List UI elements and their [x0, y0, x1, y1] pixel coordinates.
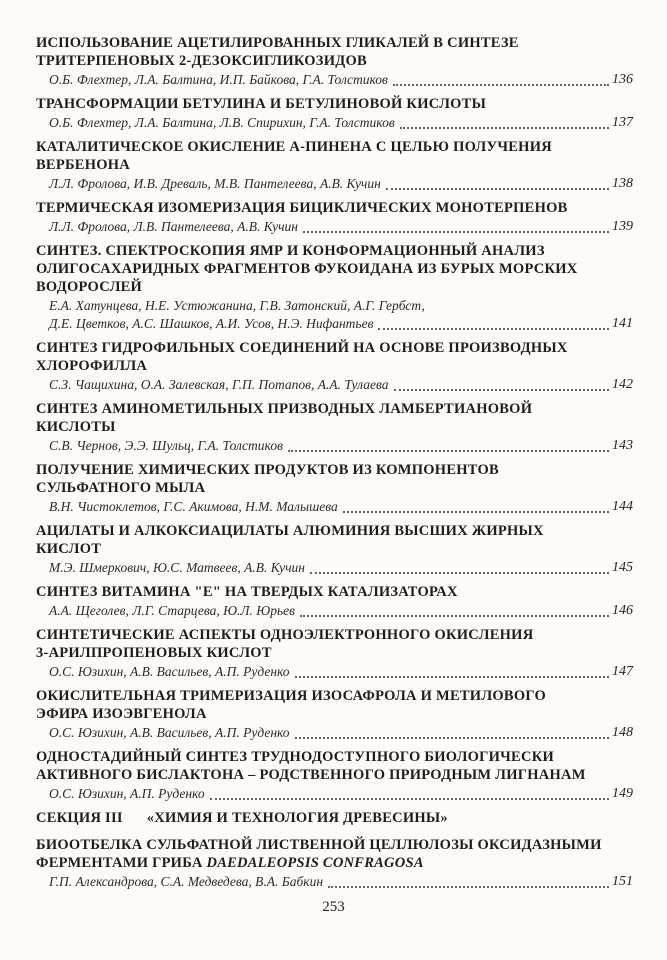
dot-leader	[386, 188, 609, 190]
entry-authors	[36, 71, 633, 89]
entry-page-number: 146	[612, 603, 633, 618]
dot-leader	[394, 389, 610, 391]
entry-title-line: ИСПОЛЬЗОВАНИЕ АЦЕТИЛИРОВАННЫХ ГЛИКАЛЕЙ В СИНТЕЗЕ	[36, 35, 519, 51]
entry-authors	[36, 376, 633, 394]
entry-title	[36, 339, 633, 375]
authors-names: Д.Е. Цветков, А.С. Шашков, А.И. Усов, Н.Э. Нифантьев	[49, 316, 374, 331]
entry-page-number: 151	[612, 874, 633, 889]
entry-authors	[36, 175, 633, 193]
entry-title	[36, 138, 633, 174]
section-label: СЕКЦИЯ III	[36, 810, 123, 826]
entry-page-number: 144	[612, 499, 633, 514]
entry-page-number: 139	[612, 219, 633, 234]
entry-page-number: 148	[612, 725, 633, 740]
entry-title	[36, 522, 633, 558]
entry-title	[36, 748, 633, 784]
toc-entry	[36, 626, 633, 681]
dot-leader	[310, 572, 609, 574]
authors-row	[36, 437, 633, 455]
entry-title	[36, 687, 633, 723]
entry-title-text: ФЕРМЕНТАМИ ГРИБА	[36, 855, 207, 871]
entry-title-line: ТЕРМИЧЕСКАЯ ИЗОМЕРИЗАЦИЯ БИЦИКЛИЧЕСКИХ МОНОТЕРПЕНОВ	[36, 200, 568, 216]
entry-authors	[36, 724, 633, 742]
authors-row	[36, 218, 633, 236]
authors-row	[36, 663, 633, 681]
entry-title	[36, 836, 633, 872]
dot-leader	[343, 511, 609, 513]
entry-page-number: 141	[612, 316, 633, 331]
dot-leader	[288, 450, 609, 452]
toc-entry	[36, 836, 633, 891]
entry-title	[36, 461, 633, 497]
entry-title-line: СИНТЕТИЧЕСКИЕ АСПЕКТЫ ОДНОЭЛЕКТРОННОГО ОКИСЛЕНИЯ	[36, 627, 534, 643]
toc-entry	[36, 522, 633, 577]
entry-title-line: ОЛИГОСАХАРИДНЫХ ФРАГМЕНТОВ ФУКОИДАНА ИЗ БУРЫХ МОРСКИХ	[36, 261, 578, 277]
authors-row	[36, 602, 633, 620]
entry-page-number: 145	[612, 560, 633, 575]
authors-names: О.С. Юзихин, А.П. Руденко	[49, 786, 205, 801]
authors-row	[36, 71, 633, 89]
entry-title	[36, 626, 633, 662]
authors-names: С.З. Чащихина, О.А. Залевская, Г.П. Потапов, А.А. Тулаева	[49, 377, 389, 392]
entry-title-line: ОДНОСТАДИЙНЫЙ СИНТЕЗ ТРУДНОДОСТУПНОГО БИОЛОГИЧЕСКИ	[36, 749, 554, 765]
entry-title	[36, 400, 633, 436]
authors-row	[36, 114, 633, 132]
authors-row	[36, 724, 633, 742]
entry-title-line: КИСЛОТ	[36, 541, 102, 557]
authors-names: С.В. Чернов, Э.Э. Шульц, Г.А. Толстиков	[49, 438, 283, 453]
section-header	[36, 809, 633, 827]
toc-entry	[36, 95, 633, 132]
authors-names: О.Б. Флехтер, Л.А. Балтина, Л.В. Спирихин, Г.А. Толстиков	[49, 115, 395, 130]
authors-line: Е.А. Хатунцева, Н.Е. Устюжанина, Г.В. Затонский, А.Г. Гербст,	[49, 298, 425, 313]
entry-title-line: СИНТЕЗ. СПЕКТРОСКОПИЯ ЯМР И КОНФОРМАЦИОННЫЙ АНАЛИЗ	[36, 243, 545, 259]
entry-authors	[36, 114, 633, 132]
authors-row	[36, 873, 633, 891]
authors-names: В.Н. Чистоклетов, Г.С. Акимова, Н.М. Малышева	[49, 499, 338, 514]
dot-leader	[210, 798, 609, 800]
authors-names: Л.Л. Фролова, Л.В. Пантелеева, А.В. Кучин	[49, 219, 298, 234]
entry-title	[36, 583, 633, 601]
entry-authors	[36, 498, 633, 516]
entry-page-number: 149	[612, 786, 633, 801]
authors-names: М.Э. Шмеркович, Ю.С. Матвеев, А.В. Кучин	[49, 560, 305, 575]
entry-title-line: ХЛОРОФИЛЛА	[36, 358, 148, 374]
entry-authors	[36, 559, 633, 577]
toc-entry	[36, 339, 633, 394]
toc-entry	[36, 138, 633, 193]
entry-title-line: СИНТЕЗ ГИДРОФИЛЬНЫХ СОЕДИНЕНИЙ НА ОСНОВЕ ПРОИЗВОДНЫХ	[36, 340, 568, 356]
entry-title-latin-name: DAEDALEOPSIS CONFRAGOSA	[206, 855, 424, 871]
authors-row	[36, 559, 633, 577]
toc-entry	[36, 461, 633, 516]
entry-title-line: ВЕРБЕНОНА	[36, 157, 131, 173]
dot-leader	[303, 231, 609, 233]
entry-title-line: КИСЛОТЫ	[36, 419, 116, 435]
authors-names: О.С. Юзихин, А.В. Васильев, А.П. Руденко	[49, 725, 290, 740]
entry-title-line: АЦИЛАТЫ И АЛКОКСИАЦИЛАТЫ АЛЮМИНИЯ ВЫСШИХ ЖИРНЫХ	[36, 523, 544, 539]
entry-title-line: СИНТЕЗ ВИТАМИНА "Е" НА ТВЕРДЫХ КАТАЛИЗАТОРАХ	[36, 584, 458, 600]
entry-title	[36, 34, 633, 70]
toc-entry	[36, 400, 633, 455]
dot-leader	[378, 328, 609, 330]
toc-entry	[36, 242, 633, 333]
entry-authors	[36, 602, 633, 620]
entry-title	[36, 95, 633, 113]
authors-row	[36, 315, 633, 333]
entry-title-line: ТРАНСФОРМАЦИИ БЕТУЛИНА И БЕТУЛИНОВОЙ КИСЛОТЫ	[36, 96, 487, 112]
entry-title-line: КАТАЛИТИЧЕСКОЕ ОКИСЛЕНИЕ А-ПИНЕНА С ЦЕЛЬЮ ПОЛУЧЕНИЯ	[36, 139, 552, 155]
entry-title-line	[36, 854, 633, 872]
entry-title-line: ОКИСЛИТЕЛЬНАЯ ТРИМЕРИЗАЦИЯ ИЗОСАФРОЛА И МЕТИЛОВОГО	[36, 688, 546, 704]
entry-title-line: ТРИТЕРПЕНОВЫХ 2-ДЕЗОКСИГЛИКОЗИДОВ	[36, 53, 367, 69]
entry-page-number: 142	[612, 377, 633, 392]
authors-names: О.С. Юзихин, А.В. Васильев, А.П. Руденко	[49, 664, 290, 679]
entry-page-number: 136	[612, 72, 633, 87]
entry-page-number: 138	[612, 176, 633, 191]
authors-names: А.А. Щеголев, Л.Г. Старцева, Ю.Л. Юрьев	[49, 603, 295, 618]
entry-title	[36, 242, 633, 296]
authors-row	[36, 498, 633, 516]
entry-title-line: СИНТЕЗ АМИНОМЕТИЛЬНЫХ ПРИЗВОДНЫХ ЛАМБЕРТИАНОВОЙ	[36, 401, 533, 417]
entry-title-line: ЭФИРА ИЗОЭВГЕНОЛА	[36, 706, 207, 722]
entry-authors	[36, 218, 633, 236]
toc-entry	[36, 748, 633, 803]
section-title: «ХИМИЯ И ТЕХНОЛОГИЯ ДРЕВЕСИНЫ»	[146, 810, 448, 826]
dot-leader	[295, 676, 609, 678]
dot-leader	[300, 615, 609, 617]
authors-row	[36, 376, 633, 394]
authors-names: Л.Л. Фролова, И.В. Древаль, М.В. Пантелеева, А.В. Кучин	[49, 176, 381, 191]
entry-page-number: 147	[612, 664, 633, 679]
toc-list	[36, 34, 633, 891]
dot-leader	[400, 127, 609, 129]
entry-title-line: АКТИВНОГО БИСЛАКТОНА – РОДСТВЕННОГО ПРИРОДНЫМ ЛИГНАНАМ	[36, 767, 586, 783]
authors-row	[36, 175, 633, 193]
entry-authors	[36, 785, 633, 803]
toc-entry	[36, 34, 633, 89]
entry-authors	[36, 297, 633, 333]
entry-authors	[36, 437, 633, 455]
entry-page-number: 137	[612, 115, 633, 130]
authors-names: Г.П. Александрова, С.А. Медведева, В.А. Бабкин	[49, 874, 324, 889]
entry-title	[36, 199, 633, 217]
entry-title-line: СУЛЬФАТНОГО МЫЛА	[36, 480, 206, 496]
entry-authors	[36, 873, 633, 891]
entry-title-line: 3-АРИЛПРОПЕНОВЫХ КИСЛОТ	[36, 645, 272, 661]
toc-entry	[36, 687, 633, 742]
authors-row	[36, 785, 633, 803]
dot-leader	[393, 84, 609, 86]
toc-entry	[36, 199, 633, 236]
toc-entry	[36, 583, 633, 620]
entry-authors	[36, 663, 633, 681]
entry-title-line: ВОДОРОСЛЕЙ	[36, 279, 143, 295]
authors-names: О.Б. Флехтер, Л.А. Балтина, И.П. Байкова, Г.А. Толстиков	[49, 72, 388, 87]
entry-page-number: 143	[612, 438, 633, 453]
dot-leader	[328, 886, 609, 888]
entry-title-line: БИООТБЕЛКА СУЛЬФАТНОЙ ЛИСТВЕННОЙ ЦЕЛЛЮЛОЗЫ ОКСИДАЗНЫМИ	[36, 837, 602, 853]
page-folio: 253	[322, 899, 345, 915]
entry-title-line: ПОЛУЧЕНИЕ ХИМИЧЕСКИХ ПРОДУКТОВ ИЗ КОМПОНЕНТОВ	[36, 462, 499, 478]
dot-leader	[295, 737, 609, 739]
